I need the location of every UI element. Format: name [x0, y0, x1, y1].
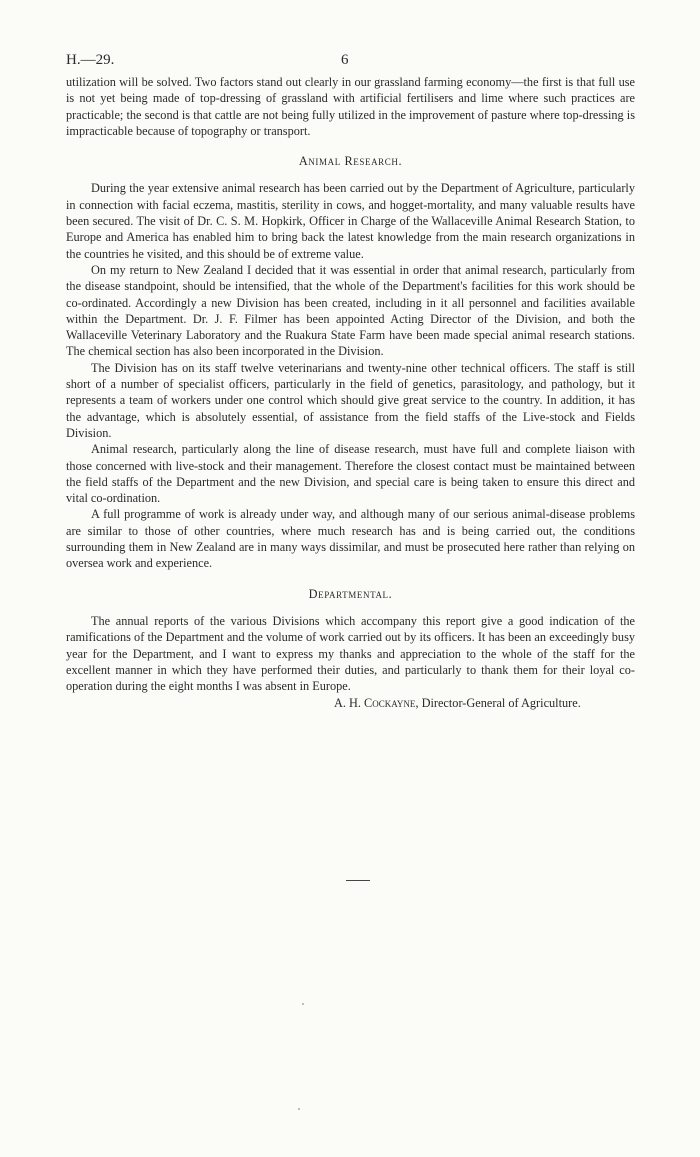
end-rule [346, 880, 370, 881]
signatory-name: A. H. Cockayne [334, 696, 416, 711]
page-number: 6 [341, 52, 349, 68]
scan-speck [298, 1108, 300, 1110]
document-body [66, 74, 635, 712]
section-heading-departmental: Departmental. [308, 586, 393, 601]
section-heading-animal-research: Animal Research. [298, 154, 403, 169]
page-header [66, 52, 634, 72]
paragraph: Animal research, particularly along the line of disease research, must have full and complete liaison with those concerned with live-stock and their management. Therefore the closest contact must be maintained between the field staffs of the Department and the new Division, and special care is being taken to ensure this direct and vital co-ordination. [66, 442, 635, 506]
paragraph: The Division has on its staff twelve veterinarians and twenty-nine other technical officers. The staff is still short of a number of specialist officers, particularly in the field of genetics, parasitology, and pathology, but it represents a team of workers under one control which should give great service to the country. In addition, it has the advantage, which is absolutely essential, of assistance from the field staffs of the Live-stock and Fields Division. [66, 360, 635, 440]
paragraph: A full programme of work is already under way, and although many of our serious animal-disease problems are similar to those of other countries, where much research has and is being carried out, the conditions surrounding them in New Zealand are in many ways dissimilar, and must be prosecuted here rather than relying on oversea work and experience. [66, 507, 635, 571]
paragraph: The annual reports of the various Divisions which accompany this report give a good indication of the ramifications of the Department and the volume of work carried out by its officers. It has been an exceedingly busy year for the Department, and I want to express my thanks and appreciation to the whole of the staff for the excellent manner in which they have performed their duties, and particularly to thank them for their loyal co-operation during the eight months I was absent in Europe. [66, 613, 635, 694]
document-reference: H.—29. [66, 52, 115, 68]
signature-line [334, 695, 635, 711]
scan-speck [302, 1003, 304, 1005]
paragraph: On my return to New Zealand I decided that it was essential in order that animal research, particularly from the disease standpoint, should be intensified, that the whole of the Department's facilities for this work should be co-ordinated. Accordingly a new Division has been created, including in it all personnel and facilities available within the Department. Dr. J. F. Filmer has been appointed Acting Director of the Division, and both the Wallaceville Veterinary Laboratory and the Ruakura State Farm have been made special animal research stations. The chemical section has also been incorporated in the Division. [66, 262, 635, 359]
signatory-title: , Director-General of Agriculture. [415, 696, 581, 711]
intro-paragraph: utilization will be solved. Two factors stand out clearly in our grassland farming economy—the first is that full use is not yet being made of top-dressing of grassland with artificial fertilisers and lime where such practices are practicable; the second is that cattle are not being fully utilized in the improvement of pasture where top-dressing is impracticable because of topography or transport. [66, 75, 635, 138]
paragraph: During the year extensive animal research has been carried out by the Department of Agriculture, particularly in connection with facial eczema, mastitis, sterility in cows, and hogget-mortality, and many valuable results have been secured. The visit of Dr. C. S. M. Hopkirk, Officer in Charge of the Wallaceville Animal Research Station, to Europe and America has enabled him to bring back the latest knowledge from the main research organizations in the countries he visited, and this should be of extreme value. [66, 181, 635, 261]
